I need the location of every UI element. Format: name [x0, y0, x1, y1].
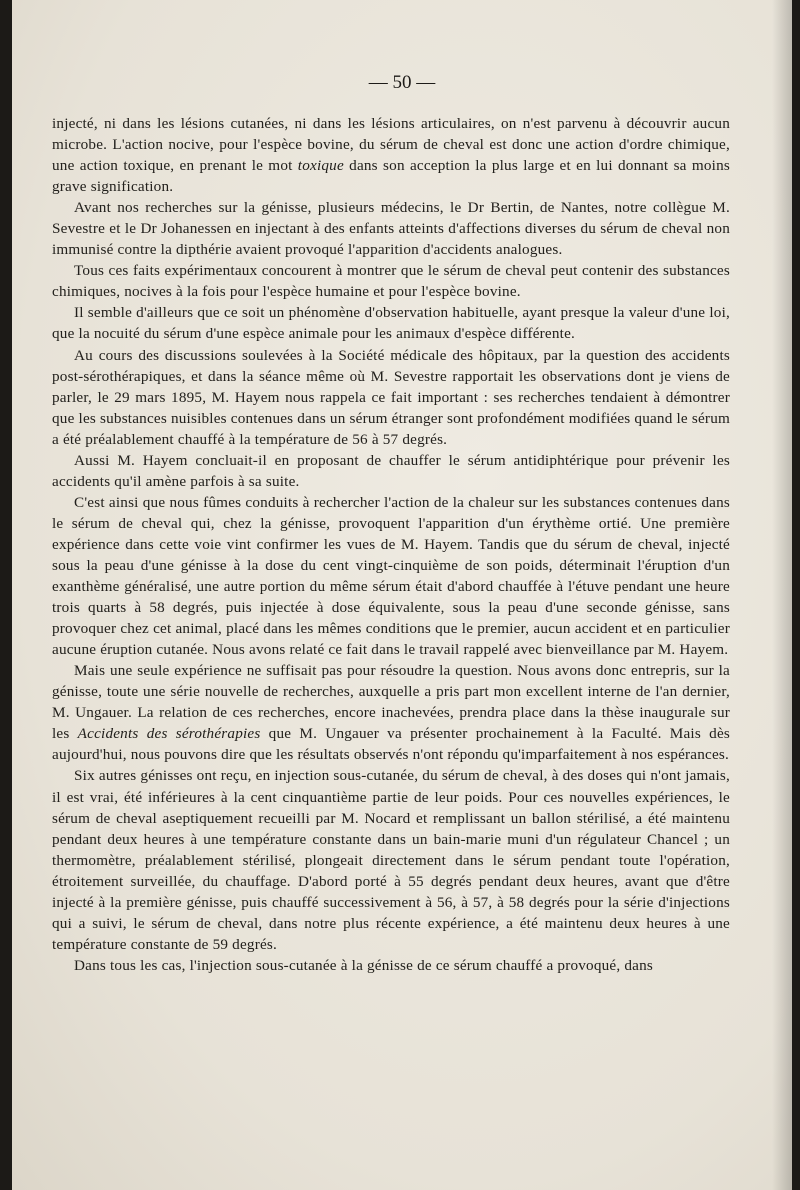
paragraph-6: Aussi M. Hayem concluait-il en proposant de chauffer le sérum antidiphtérique pour prévenir les accidents qu'il amène parfois à sa suite. [52, 451, 730, 490]
paragraph-9: Six autres génisses ont reçu, en injection sous-cutanée, du sérum de cheval, à des doses qui n'ont jamais, il est vrai, été inférieures à la cent cinquantième partie de leur poids. Pour ces nouvelles expériences, le sérum de cheval aseptiquement recueilli par M. Nocard et remplissant un ballon stérilisé, a été maintenu pendant deux heures à une température constante dans un bain-marie muni d'un régulateur Chancel ; un thermomètre, préalablement stérilisé, plongeait directement dans le sérum pendant toute l'opération, étroitement surveillée, du chauffage. D'abord porté à 55 degrés pendant deux heures, avant que d'être injecté à la première génisse, puis chauffé successivement à 56, à 57, à 58 degrés pour la série d'injections qui a suivi, le sérum de cheval, dans notre plus récente expérience, a été maintenu deux heures à une température constante de 59 degrés. [52, 767, 730, 953]
emphasis-thesis-title: Accidents des sérothérapies [77, 725, 261, 743]
paragraph-10: Dans tous les cas, l'injection sous-cutanée à la génisse de ce sérum chauffé a provoqué, dans [74, 956, 654, 974]
page-edge-shadow [772, 0, 792, 1190]
paragraph-5: Au cours des discussions soulevées à la Société médicale des hôpitaux, par la question des accidents post-sérothérapiques, et dans la séance même où M. Sevestre rapportait les observations dont je viens de parler, le 29 mars 1895, M. Hayem nous rappela ce fait important : ses recherches tendaient à démontrer que les substances nuisibles contenues dans un sérum étranger sont profondément modifiées quand le sérum a été préalablement chauffé à la température de 56 à 57 degrés. [52, 346, 730, 448]
paragraph-2: Avant nos recherches sur la génisse, plusieurs médecins, le Dr Bertin, de Nantes, notre collègue M. Sevestre et le Dr Johanessen en injectant à des enfants atteints d'affections diverses du sérum de cheval non immunisé contre la dipthérie avaient provoqué l'apparition d'accidents analogues. [52, 199, 730, 259]
paragraph-3: Tous ces faits expérimentaux concourent à montrer que le sérum de cheval peut contenir des substances chimiques, nocives à la fois pour l'espèce humaine et pour l'espèce bovine. [52, 262, 730, 301]
body-text [52, 113, 730, 976]
paragraph-1: injecté, ni dans les lésions cutanées, ni dans les lésions articulaires, on n'est parvenu à découvrir aucun microbe. L'action nocive, pour l'espèce bovine, du sérum de cheval est donc une action d'ordre chimique, une action toxique, en prenant le mot toxique dans son acception la plus large et en lui donnant sa moins grave signification. [52, 115, 730, 196]
paragraph-4: Il semble d'ailleurs que ce soit un phénomène d'observation habituelle, ayant presque la valeur d'une loi, que la nocuité du sérum d'une espèce animale pour les animaux d'espèce différente. [52, 304, 730, 343]
page-number: — 50 — [368, 72, 436, 93]
emphasis-toxique: toxique [297, 157, 344, 175]
paragraph-7: C'est ainsi que nous fûmes conduits à rechercher l'action de la chaleur sur les substances contenues dans le sérum de cheval qui, chez la génisse, provoquent l'apparition d'un érythème ortié. Une première expérience dans cette voie vint confirmer les vues de M. Hayem. Tandis que du sérum de cheval, injecté sous la peau d'une génisse à la dose du cent vingt-cinquième de son poids, déterminait l'éruption d'un exanthème généralisé, une autre portion du même sérum était d'abord chauffée à l'étuve pendant une heure trois quarts à 58 degrés, puis injectée à dose équivalente, sous la peau d'une seconde génisse, sans provoquer chez cet animal, placé dans les mêmes conditions que le premier, aucun accident et en particulier aucune éruption cutanée. Nous avons relaté ce fait dans le travail rappelé avec bienveillance par M. Hayem. [52, 493, 730, 659]
paragraph-8: Mais une seule expérience ne suffisait pas pour résoudre la question. Nous avons donc entrepris, sur la génisse, toute une série nouvelle de recherches, auxquelle a pris part mon excellent interne de l'an dernier, M. Ungauer. La relation de ces recherches, encore inachevées, prendra place dans la thèse inaugurale sur les Accidents des sérothérapies que M. Ungauer va présenter prochainement à la Faculté. Mais dès aujourd'hui, nous pouvons dire que les résultats observés n'ont répondu qu'imparfaitement à nos espérances. [52, 662, 731, 764]
